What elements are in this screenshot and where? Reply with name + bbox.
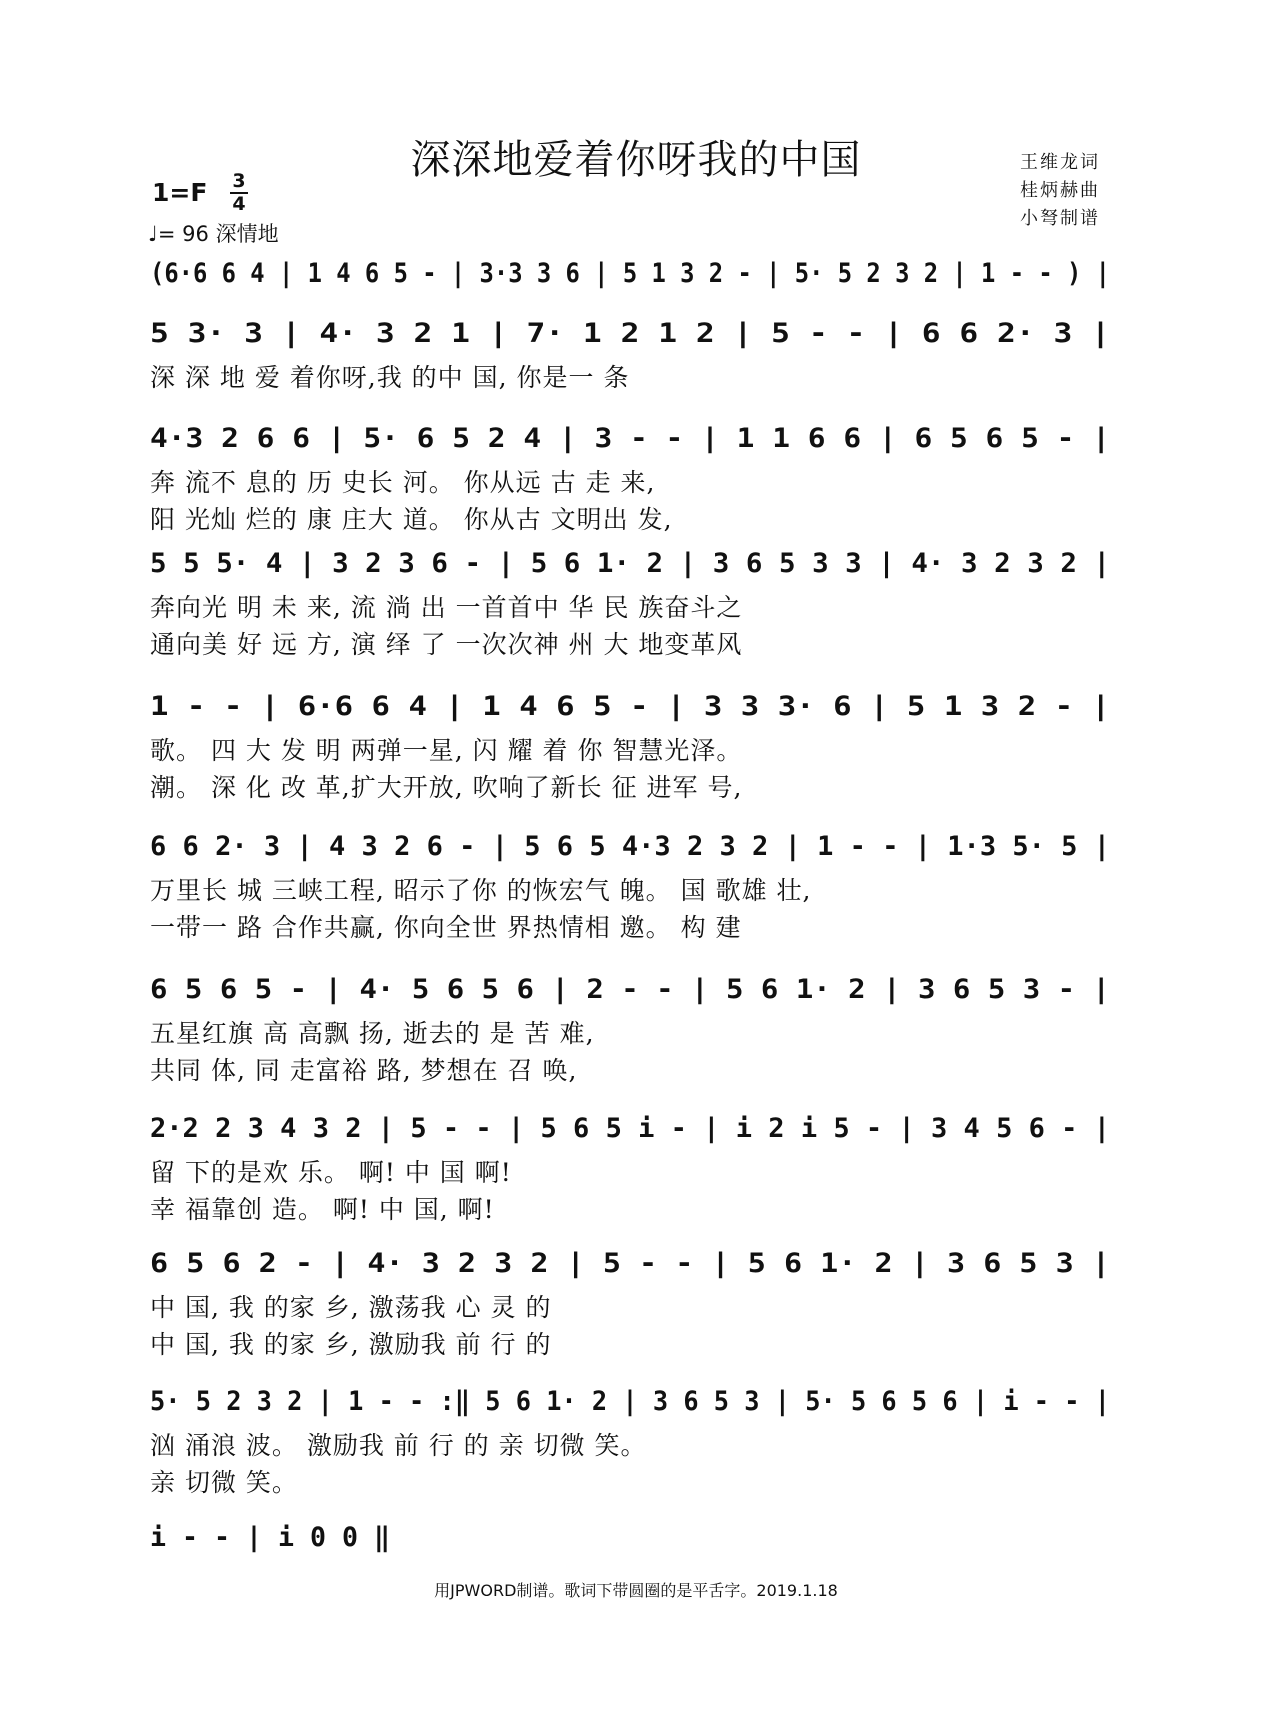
lyric-line: 歌。 四 大 发 明 两弹一星, 闪 耀 着 你 智慧光泽。: [150, 736, 743, 765]
lyric-line: 一带一 路 合作共赢, 你向全世 界热情相 邀。 构 建: [150, 913, 742, 942]
arranger-credit: 小弩制谱: [1020, 208, 1100, 229]
tempo-marking: ♩= 96 深情地: [148, 222, 279, 246]
lyric-line: 汹 涌浪 波。 激励我 前 行 的 亲 切微 笑。: [150, 1431, 647, 1460]
lyric-line: 奔向光 明 未 来, 流 淌 出 一首首中 华 民 族奋斗之: [150, 593, 743, 622]
time-signature-top: 3: [232, 170, 246, 192]
lyric-line: 通向美 好 远 方, 演 绎 了 一次次神 州 大 地变革风: [150, 630, 743, 659]
lyric-line: 潮。 深 化 改 革,扩大开放, 吹响了新长 征 进军 号,: [150, 773, 743, 802]
song-title: 深深地爱着你呀我的中国: [410, 137, 862, 183]
lyric-line: 阳 光灿 烂的 康 庄大 道。 你从古 文明出 发,: [150, 505, 673, 534]
lyric-line: 万里长 城 三峡工程, 昭示了你 的恢宏气 魄。 国 歌雄 壮,: [150, 876, 812, 905]
notation-row: i - - | i 0 0 ‖: [150, 1522, 390, 1553]
lyric-line: 亲 切微 笑。: [150, 1468, 298, 1497]
lyric-line: 留 下的是欢 乐。 啊! 中 国 啊!: [150, 1158, 512, 1187]
notation-row: (6·6 6 4 | 1 4 6 5 - | 3·3 3 6 | 5 1 3 2 - | 5· 5 2 3 2 | 1 - - ) |: [150, 258, 1110, 289]
notation-row: 5 3· 3 | 4· 3 2 1 | 7· 1 2 1 2 | 5 - - | 6 6 2· 3 |: [150, 318, 1110, 349]
lyric-line: 中 国, 我 的家 乡, 激荡我 心 灵 的: [150, 1293, 552, 1322]
lyric-line: 深 深 地 爱 着你呀,我 的中 国, 你是一 条: [150, 363, 630, 392]
footer-note: 用JPWORD制谱。歌词下带圆圈的是平舌字。2019.1.18: [434, 1581, 838, 1600]
lyric-line: 奔 流不 息的 历 史长 河。 你从远 古 走 来,: [150, 468, 656, 497]
key-signature: 1=F: [152, 178, 208, 207]
notation-row: 5· 5 2 3 2 | 1 - - :‖ 5 6 1· 2 | 3 6 5 3 | 5· 5 6 5 6 | i - - |: [150, 1386, 1110, 1417]
notation-row: 6 5 6 2 - | 4· 3 2 3 2 | 5 - - | 5 6 1· 2 | 3 6 5 3 |: [150, 1248, 1110, 1279]
lyric-line: 共同 体, 同 走富裕 路, 梦想在 召 唤,: [150, 1056, 578, 1085]
composer-credit: 桂炳赫曲: [1020, 180, 1100, 201]
notation-row: 1 - - | 6·6 6 4 | 1 4 6 5 - | 3 3 3· 6 | 5 1 3 2 - |: [150, 691, 1110, 722]
time-signature-bottom: 4: [232, 193, 246, 215]
notation-row: 6 5 6 5 - | 4· 5 6 5 6 | 2 - - | 5 6 1· 2 | 3 6 5 3 - |: [150, 974, 1110, 1005]
notation-row: 5 5 5· 4 | 3 2 3 6 - | 5 6 1· 2 | 3 6 5 3 3 | 4· 3 2 3 2 |: [150, 548, 1110, 579]
notation-row: 2·2 2 3 4 3 2 | 5 - - | 5 6 5 i - | i 2 i 5 - | 3 4 5 6 - |: [150, 1113, 1110, 1144]
lyricist-credit: 王维龙词: [1020, 152, 1100, 173]
notation-row: 6 6 2· 3 | 4 3 2 6 - | 5 6 5 4·3 2 3 2 | 1 - - | 1·3 5· 5 |: [150, 831, 1110, 862]
lyric-line: 幸 福靠创 造。 啊! 中 国, 啊!: [150, 1195, 495, 1224]
notation-row: 4·3 2 6 6 | 5· 6 5 2 4 | 3 - - | 1 1 6 6 | 6 5 6 5 - |: [150, 423, 1110, 454]
lyric-line: 五星红旗 高 高飘 扬, 逝去的 是 苦 难,: [150, 1019, 595, 1048]
lyric-line: 中 国, 我 的家 乡, 激励我 前 行 的: [150, 1330, 552, 1359]
